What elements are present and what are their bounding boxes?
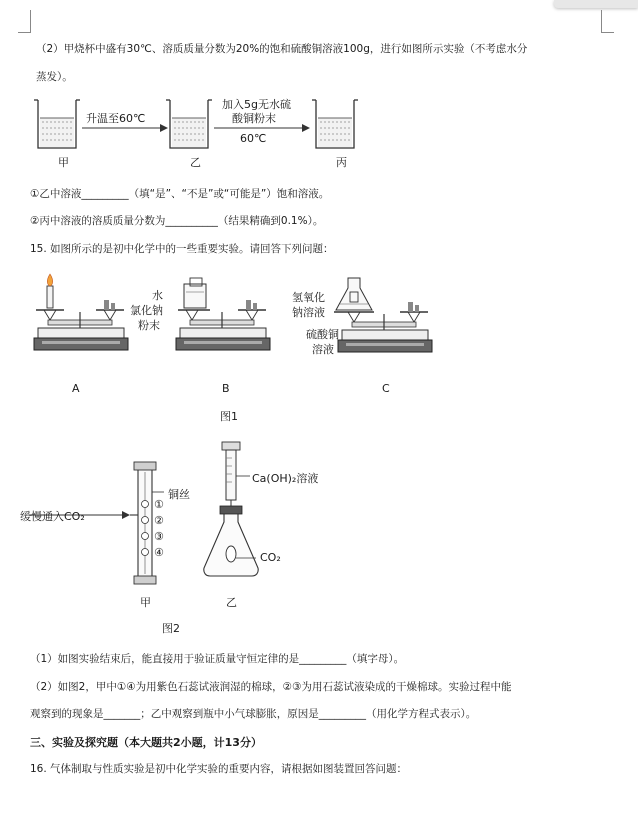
figure1-balances: [30, 270, 450, 370]
q15-sub1: （1）如图实验结束后，能直接用于验证质量守恒定律的是_________（填字母）。: [30, 653, 405, 665]
fig2-copper-label: 铜丝: [168, 488, 190, 501]
fig1-panel-a: A: [72, 382, 80, 395]
fig1-b-label3: 粉末: [138, 319, 160, 332]
fig2-ball-4: ④: [154, 546, 164, 559]
q15-sub2-line2: 观察到的现象是_______；乙中观察到瓶中小气球膨胀，原因是_________（用化学方程式表示）。: [30, 708, 477, 720]
arrow2-label-line1: 加入5g无水硫: [222, 98, 291, 111]
q14-sub2: ②丙中溶液的溶质质量分数为__________（结果精确到0.1%）。: [30, 215, 324, 227]
q15-stem: 15. 如图所示的是初中化学中的一些重要实验。请回答下列问题：: [30, 243, 334, 255]
fig1-b-label1: 水: [152, 289, 163, 302]
fig2-co2-label: CO₂: [260, 551, 281, 564]
fig2-caption: 图2: [162, 622, 180, 635]
fig1-c-label3: 硫酸铜: [306, 328, 339, 341]
fig2-inlet-label: 缓慢通入CO₂: [20, 510, 85, 523]
fig2-ball-3: ③: [154, 530, 164, 543]
flask-yi: [204, 442, 258, 576]
balance-c: [334, 278, 432, 352]
fig1-caption: 图1: [220, 410, 238, 423]
section3-heading: 三、实验及探究题（本大题共2小题，计13分）: [30, 736, 262, 749]
q15-sub2-line1: （2）如图2，甲中①④为用紫色石蕊试液润湿的棉球，②③为用石蕊试液染成的干燥棉球。实验过程中能: [30, 681, 512, 693]
fig1-panel-c: C: [382, 382, 390, 395]
beaker-label-jia: 甲: [58, 156, 69, 169]
q14-part2-line2: 蒸发）。: [36, 71, 73, 83]
glass-tube-jia: [134, 462, 156, 584]
fig1-c-label1: 氢氧化: [292, 291, 325, 304]
beaker-jia: [34, 100, 80, 148]
page-corner-mark-left: [18, 10, 31, 33]
arrow2-temp: 60℃: [240, 132, 267, 145]
fig2-ball-2: ②: [154, 514, 164, 527]
beaker-label-yi: 乙: [190, 156, 201, 169]
beaker-bing: [312, 100, 358, 148]
fig2-label-yi: 乙: [226, 596, 237, 609]
fig1-b-label2: 氯化钠: [130, 304, 163, 317]
arrow2-label-line2: 酸铜粉末: [232, 112, 276, 125]
page-corner-mark-right: [601, 10, 614, 33]
q14-sub1: ①乙中溶液_________（填“是”、“不是”或“可能是”）饱和溶液。: [30, 188, 330, 200]
beaker-label-bing: 丙: [336, 156, 347, 169]
balance-b: [176, 278, 270, 350]
fig2-ball-1: ①: [154, 498, 164, 511]
balance-a: [34, 274, 128, 350]
fig1-c-label4: 溶液: [312, 343, 334, 356]
q14-part2-line1: （2）甲烧杯中盛有30℃、溶质质量分数为20%的饱和硫酸铜溶液100g，进行如图所示实验（不考虑水分: [36, 43, 528, 55]
arrow1-label: 升温至60℃: [86, 112, 146, 125]
fig1-panel-b: B: [222, 382, 230, 395]
beaker-yi: [166, 100, 212, 148]
scrollbar-tab[interactable]: [554, 0, 638, 8]
q16-stem: 16. 气体制取与性质实验是初中化学实验的重要内容，请根据如图装置回答问题：: [30, 763, 408, 775]
fig2-caoh-label: Ca(OH)₂溶液: [252, 472, 319, 485]
fig1-c-label2: 钠溶液: [292, 306, 325, 319]
fig2-label-jia: 甲: [140, 596, 151, 609]
